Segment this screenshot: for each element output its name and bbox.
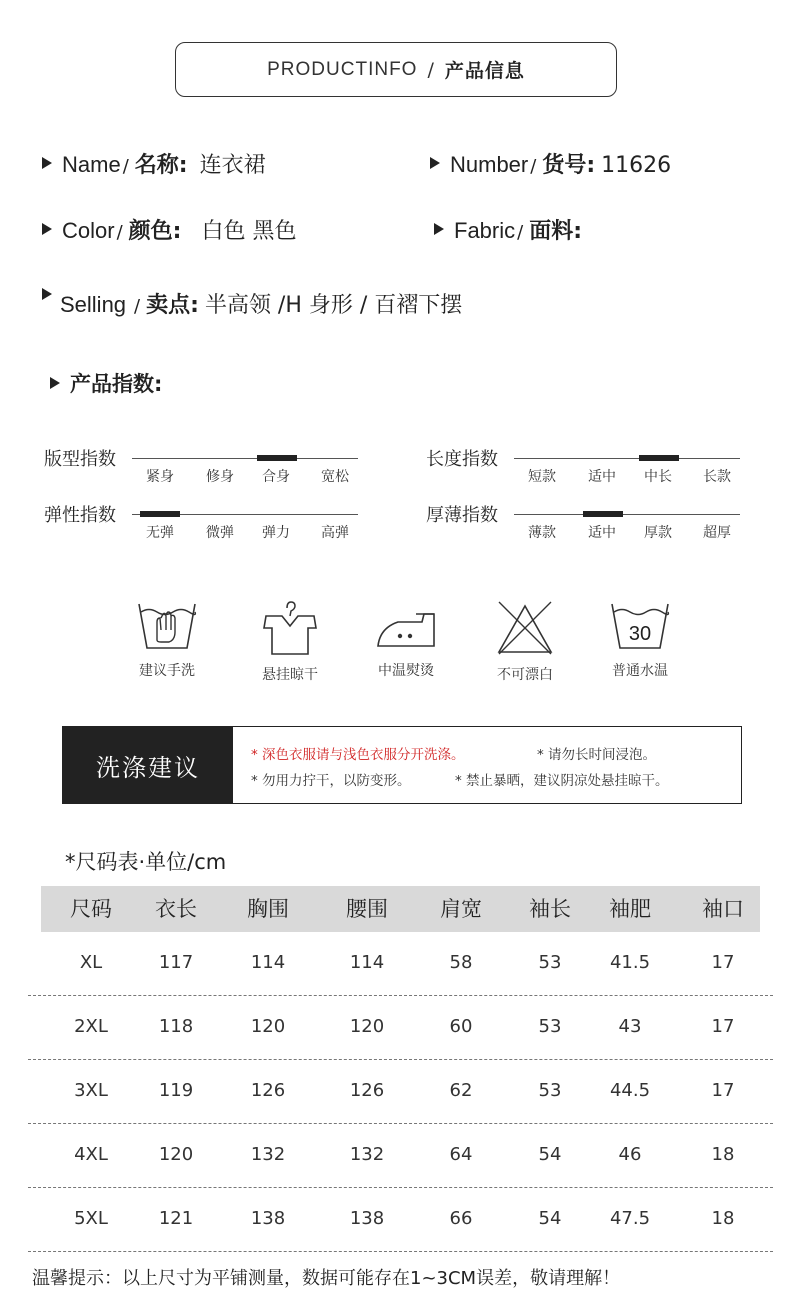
- footnote: 温馨提示：以上尺寸为平铺测量，数据可能存在1~3CM误差，敬请理解！: [32, 1268, 621, 1289]
- care-label: 建议手洗: [139, 663, 195, 679]
- wash-tip: * 请勿长时间浸泡。: [537, 747, 657, 763]
- scale-name: 版型指数: [44, 449, 116, 470]
- header-title-zh: 产品信息: [444, 60, 525, 82]
- wash-advice-title: 洗涤建议: [63, 727, 233, 803]
- scale-option: 超厚: [703, 525, 731, 541]
- scale-fit: [44, 445, 384, 485]
- scale-option: 薄款: [528, 525, 556, 541]
- selling-label-en: Selling: [60, 292, 127, 317]
- info-number-row: [430, 148, 671, 179]
- size-cell: 3XL: [74, 1080, 108, 1101]
- scale-name: 弹性指数: [44, 505, 116, 526]
- size-cell: 114: [250, 952, 286, 973]
- scale-line: [514, 514, 740, 515]
- care-hang-dry: [240, 600, 340, 684]
- scale-option: 短款: [528, 469, 556, 485]
- size-header-cell: 袖口: [702, 897, 744, 921]
- size-table: [28, 886, 773, 1252]
- size-header-cell: 袖肥: [609, 897, 651, 921]
- size-cell: 46: [618, 1144, 642, 1165]
- size-cell: 17: [711, 952, 735, 973]
- bullet-triangle-icon: [42, 288, 52, 300]
- size-cell: 121: [158, 1208, 194, 1229]
- size-cell: XL: [79, 952, 103, 973]
- size-cell: 62: [449, 1080, 473, 1101]
- no-bleach-icon: [493, 600, 557, 656]
- number-label-en: Number: [450, 152, 529, 177]
- scale-option: 长款: [703, 469, 731, 485]
- size-header-cell: 胸围: [247, 897, 289, 921]
- number-value: 11626: [601, 153, 672, 178]
- info-fabric-row: [434, 214, 594, 245]
- size-cell: 117: [158, 952, 194, 973]
- size-cell: 120: [158, 1144, 194, 1165]
- wash-tip: * 深色衣服请与浅色衣服分开洗涤。: [251, 747, 465, 763]
- scale-option: 紧身: [146, 469, 174, 485]
- size-cell: 58: [449, 952, 473, 973]
- size-cell: 64: [449, 1144, 473, 1165]
- selling-label-zh: 卖点:: [146, 293, 199, 318]
- name-label-slash: /: [122, 156, 129, 177]
- size-cell: 138: [250, 1208, 286, 1229]
- size-cell: 118: [158, 1016, 194, 1037]
- scale-elasticity: [44, 501, 384, 541]
- number-label-zh: 货号:: [542, 153, 596, 178]
- scale-name: 长度指数: [426, 449, 498, 470]
- scale-option: 微弹: [206, 525, 234, 541]
- color-value: 白色 黑色: [201, 219, 297, 244]
- size-cell: 44.5: [609, 1080, 651, 1101]
- scale-option: 无弹: [146, 525, 174, 541]
- size-cell: 54: [538, 1208, 562, 1229]
- care-no-bleach: [475, 600, 575, 684]
- care-label: 中温熨烫: [378, 663, 434, 679]
- care-label: 悬挂晾干: [262, 667, 318, 683]
- size-cell: 17: [711, 1016, 735, 1037]
- size-table-caption: *尺码表·单位/cm: [65, 850, 227, 874]
- scale-option: 弹力: [262, 525, 290, 541]
- scale-selected-marker: [140, 511, 180, 517]
- size-table-body: [28, 932, 773, 1252]
- scale-option: 修身: [206, 469, 234, 485]
- fabric-label-zh: 面料:: [529, 219, 583, 244]
- number-label-slash: /: [530, 156, 537, 177]
- info-color-row: [42, 214, 296, 245]
- size-header-cell: 肩宽: [440, 897, 482, 921]
- scale-selected-marker: [583, 511, 623, 517]
- scale-length: [426, 445, 766, 485]
- scale-selected-marker: [639, 455, 679, 461]
- size-cell: 120: [250, 1016, 286, 1037]
- scale-option: 适中: [588, 469, 616, 485]
- wash-tip: * 勿用力拧干，以防变形。: [251, 773, 411, 789]
- wash-30-icon: [608, 600, 672, 652]
- size-cell: 132: [349, 1144, 385, 1165]
- size-cell: 4XL: [74, 1144, 108, 1165]
- size-cell: 60: [449, 1016, 473, 1037]
- section-header: [175, 42, 617, 97]
- care-label: 不可漂白: [497, 667, 553, 683]
- bullet-triangle-icon: [42, 157, 52, 169]
- size-cell: 114: [349, 952, 385, 973]
- size-cell: 18: [711, 1208, 735, 1229]
- header-separator: /: [427, 58, 435, 81]
- hang-dry-icon: [258, 600, 322, 656]
- size-cell: 126: [250, 1080, 286, 1101]
- size-cell: 47.5: [609, 1208, 651, 1229]
- color-label-en: Color: [62, 218, 115, 243]
- size-cell: 5XL: [74, 1208, 108, 1229]
- size-cell: 53: [538, 1080, 562, 1101]
- size-cell: 43: [618, 1016, 642, 1037]
- size-table-row: [28, 932, 773, 996]
- size-header-cell: 腰围: [346, 897, 388, 921]
- size-cell: 120: [349, 1016, 385, 1037]
- size-cell: 138: [349, 1208, 385, 1229]
- color-label-slash: /: [116, 222, 123, 243]
- hand-wash-icon: [135, 600, 199, 652]
- bullet-triangle-icon: [50, 377, 60, 389]
- scale-option: 厚款: [644, 525, 672, 541]
- size-cell: 18: [711, 1144, 735, 1165]
- size-table-row: [28, 1188, 773, 1252]
- selling-label-slash: /: [134, 296, 141, 317]
- care-wash-30: [590, 600, 690, 680]
- size-cell: 2XL: [74, 1016, 108, 1037]
- wash-tip: * 禁止暴晒，建议阴凉处悬挂晾干。: [455, 773, 669, 789]
- size-header-cell: 尺码: [70, 897, 112, 921]
- name-label-en: Name: [62, 152, 121, 177]
- care-iron: [356, 600, 456, 680]
- size-cell: 53: [538, 1016, 562, 1037]
- info-selling-row: [42, 288, 462, 319]
- name-label-zh: 名称:: [134, 153, 188, 178]
- scale-line: [514, 458, 740, 459]
- fabric-label-en: Fabric: [454, 218, 516, 243]
- size-cell: 53: [538, 952, 562, 973]
- iron-medium-icon: [374, 600, 438, 652]
- fabric-label-slash: /: [517, 222, 524, 243]
- selling-value: 半高领 /H 身形 / 百褶下摆: [204, 293, 463, 318]
- color-label-zh: 颜色:: [128, 219, 182, 244]
- bullet-triangle-icon: [434, 223, 444, 235]
- wash-temp-text: 30: [628, 623, 652, 645]
- index-title-text: 产品指数:: [70, 372, 163, 396]
- size-table-row: [28, 996, 773, 1060]
- size-table-header: [41, 886, 760, 932]
- scale-option: 中长: [644, 469, 672, 485]
- bullet-triangle-icon: [430, 157, 440, 169]
- scale-option: 合身: [262, 469, 290, 485]
- size-cell: 126: [349, 1080, 385, 1101]
- wash-advice-box: [62, 726, 742, 804]
- size-header-cell: 衣长: [155, 897, 197, 921]
- size-cell: 132: [250, 1144, 286, 1165]
- scale-option: 高弹: [321, 525, 349, 541]
- care-hand-wash: [117, 600, 217, 680]
- header-title-en: PRODUCTINFO: [267, 58, 418, 80]
- info-name-row: [42, 148, 266, 179]
- wash-tips: [233, 727, 741, 803]
- size-header-cell: 袖长: [529, 897, 571, 921]
- bullet-triangle-icon: [42, 223, 52, 235]
- name-value: 连衣裙: [199, 153, 266, 178]
- care-label: 普通水温: [612, 663, 668, 679]
- size-cell: 41.5: [609, 952, 651, 973]
- size-cell: 66: [449, 1208, 473, 1229]
- size-cell: 119: [158, 1080, 194, 1101]
- scale-line: [132, 458, 358, 459]
- size-cell: 17: [711, 1080, 735, 1101]
- size-table-row: [28, 1060, 773, 1124]
- index-section-title: [50, 368, 162, 398]
- scale-option: 宽松: [321, 469, 349, 485]
- scale-selected-marker: [257, 455, 297, 461]
- size-cell: 54: [538, 1144, 562, 1165]
- scale-name: 厚薄指数: [426, 505, 498, 526]
- scale-option: 适中: [588, 525, 616, 541]
- scale-thickness: [426, 501, 766, 541]
- size-table-row: [28, 1124, 773, 1188]
